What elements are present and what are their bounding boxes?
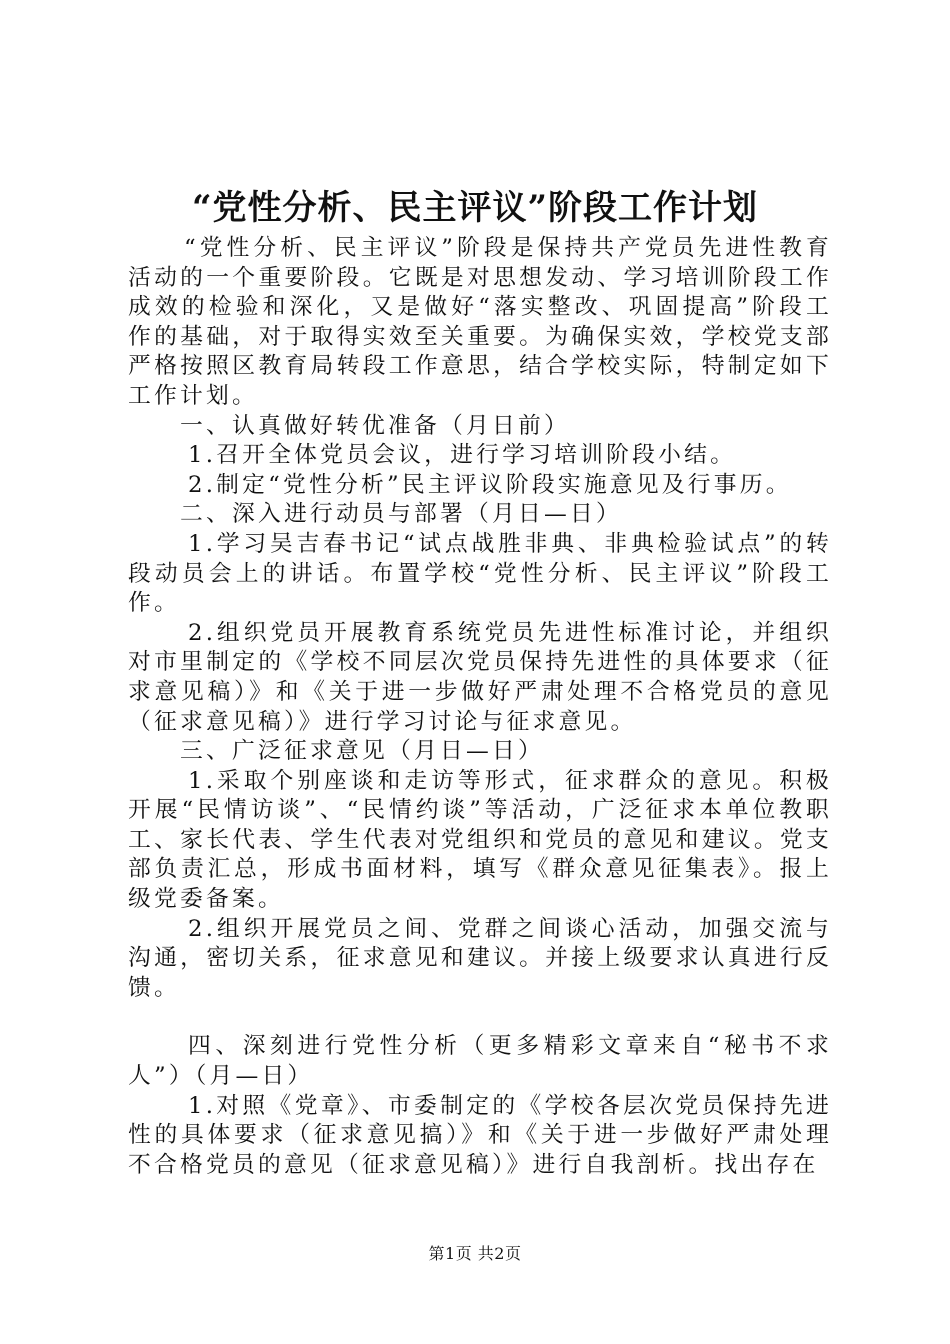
section-4-item-1: 1.对照《党章》、市委制定的《学校各层次党员保持先进性的具体要求（征求意见搞）》和《关于进一步做好严肃处理不合格党员的意见（征求意见稿）》进行自我剖析。找出存在 bbox=[128, 1092, 832, 1178]
section-2-item-2: 2.组织党员开展教育系统党员先进性标准讨论，并组织对市里制定的《学校不同层次党员保持先进性的具体要求（征求意见稿）》和《关于进一步做好严肃处理不合格党员的意见（征求意见稿）》进行学习讨论与征求意见。 bbox=[128, 619, 832, 735]
section-heading-3: 三、广泛征求意见（月日—日） bbox=[180, 738, 544, 765]
section-heading-1: 一、认真做好转优准备（月日前） bbox=[180, 412, 570, 439]
document-title: “党性分析、民主评议”阶段工作计划 bbox=[191, 188, 759, 228]
section-2-item-1: 1.学习吴吉春书记“试点战胜非典、非典检验试点”的转段动员会上的讲话。布置学校“党性分析、民主评议”阶段工作。 bbox=[128, 530, 832, 617]
section-3-item-1: 1.采取个别座谈和走访等形式，征求群众的意见。积极开展“民情访谈”、“民情约谈”等活动，广泛征求本单位教职工、家长代表、学生代表对党组织和党员的意见和建议。党支部负责汇总，形成书面材料，填写《群众意见征集表》。报上级党委备案。 bbox=[128, 767, 832, 913]
section-1-item-1: 1.召开全体党员会议，进行学习培训阶段小结。 bbox=[188, 442, 737, 469]
paragraph-gap bbox=[128, 1003, 832, 1032]
page-footer: 第1页 共2页 bbox=[428, 1244, 522, 1263]
section-3-item-2: 2.组织开展党员之间、党群之间谈心活动，加强交流与沟通，密切关系，征求意见和建议。并接上级要求认真进行反馈。 bbox=[128, 915, 832, 1001]
section-heading-2: 二、深入进行动员与部署（月日—日） bbox=[180, 501, 622, 528]
document-body bbox=[128, 234, 832, 1180]
section-heading-4: 四、深刻进行党性分析（更多精彩文章来自“秘书不求人”）（月—日） bbox=[128, 1033, 832, 1090]
section-1-item-2: 2.制定“党性分析”民主评议阶段实施意见及行事历。 bbox=[188, 471, 792, 498]
intro-paragraph: “党性分析、民主评议”阶段是保持共产党员先进性教育活动的一个重要阶段。它既是对思想发动、学习培训阶段工作成效的检验和深化，又是做好“落实整改、巩固提高”阶段工作的基础，对于取得实效至关重要。为确保实效，学校党支部严格按照区教育局转段工作意思，结合学校实际，特制定如下工作计划。 bbox=[128, 235, 832, 409]
